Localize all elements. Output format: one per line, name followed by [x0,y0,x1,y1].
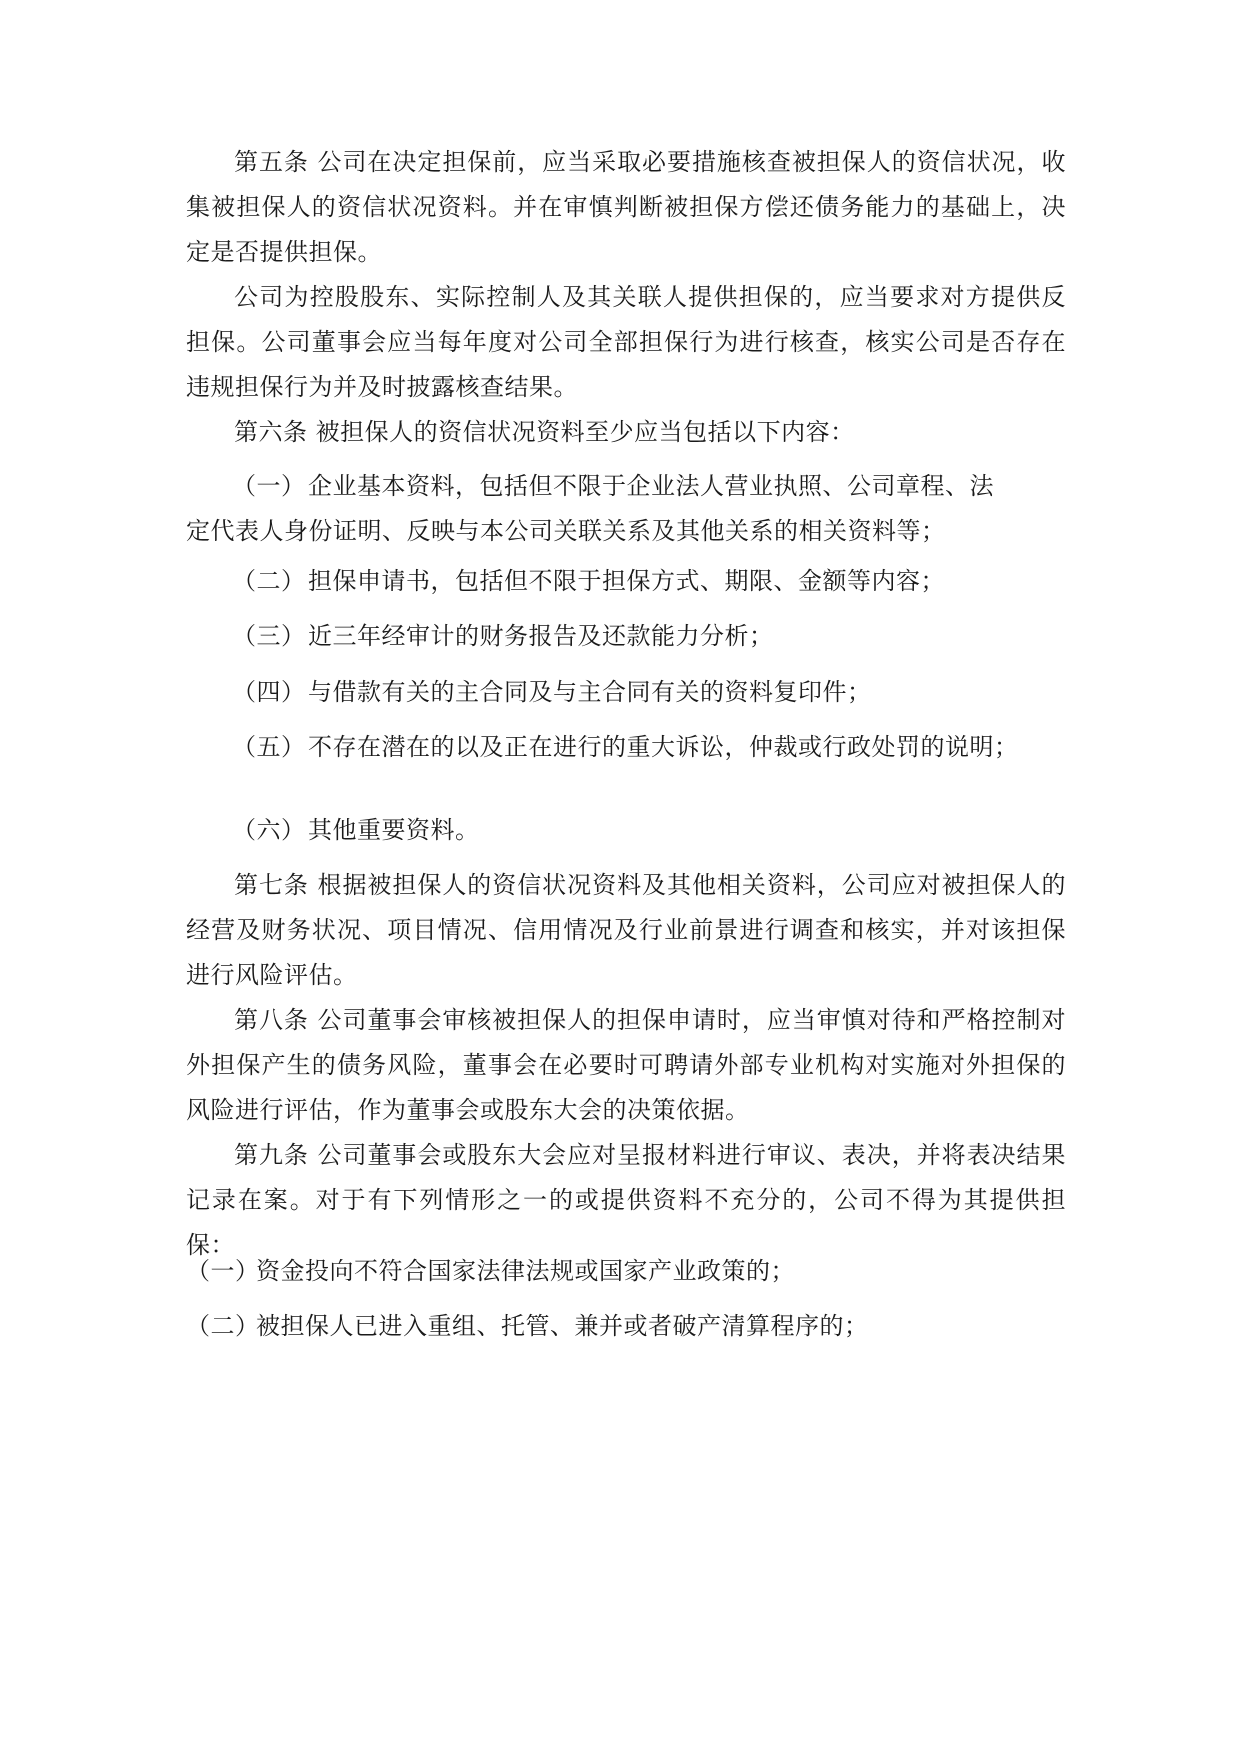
item-number: （二） [232,567,306,595]
article-9-intro: 第九条 公司董事会或股东大会应对呈报材料进行审议、表决，并将表决结果记录在案。对于有下列情形之一的或提供资料不充分的，公司不得为其提供担保： [186,1141,1066,1259]
item-number: （六） [232,816,306,844]
item-number: （二） [186,1312,260,1340]
item-text: 资金投向不符合国家法律法规或国家产业政策的； [256,1257,795,1285]
article-9-item-2 [186,1304,869,1349]
article-8-paragraph: 第八条 公司董事会审核被担保人的担保申请时，应当审慎对待和严格控制对外担保产生的债务风险，董事会在必要时可聘请外部专业机构对实施对外担保的风险进行评估，作为董事会或股东大会的决策依据。 [186,1006,1066,1124]
article-6-item-4 [232,670,872,715]
item-text-continued: 定代表人身份证明、反映与本公司关联关系及其他关系的相关资料等； [186,517,946,545]
article-5-paragraph: 第五条 公司在决定担保前，应当采取必要措施核查被担保人的资信状况，收集被担保人的资信状况资料。并在审慎判断被担保方偿还债务能力的基础上，决定是否提供担保。 [186,148,1066,266]
item-number: （五） [232,733,306,761]
item-number: （一） [186,1257,260,1285]
article-6-item-6 [232,808,480,853]
item-text: 近三年经审计的财务报告及还款能力分析； [308,622,774,650]
item-text: 不存在潜在的以及正在进行的重大诉讼，仲裁或行政处罚的说明； [308,733,1019,761]
item-text: 担保申请书，包括但不限于担保方式、期限、金额等内容； [308,567,945,595]
article-6-item-5 [232,725,1019,770]
item-text: 被担保人已进入重组、托管、兼并或者破产清算程序的； [256,1312,869,1340]
item-number: （一） [232,472,306,500]
article-6-item-3 [232,614,774,659]
item-number: （四） [232,678,306,706]
article-6-item-1 [186,464,1066,554]
item-text: 与借款有关的主合同及与主合同有关的资料复印件； [308,678,872,706]
item-number: （三） [232,622,306,650]
article-5-related-party-paragraph: 公司为控股股东、实际控制人及其关联人提供担保的，应当要求对方提供反担保。公司董事会应当每年度对公司全部担保行为进行核查，核实公司是否存在违规担保行为并及时披露核查结果。 [186,283,1066,401]
article-6-intro: 第六条 被担保人的资信状况资料至少应当包括以下内容： [234,418,855,446]
article-6-item-2 [232,559,945,604]
item-text: 企业基本资料，包括但不限于企业法人营业执照、公司章程、法 [308,472,994,500]
item-text: 其他重要资料。 [308,816,480,844]
article-7-paragraph: 第七条 根据被担保人的资信状况资料及其他相关资料，公司应对被担保人的经营及财务状况、项目情况、信用情况及行业前景进行调查和核实，并对该担保进行风险评估。 [186,871,1066,989]
article-9-item-1 [186,1249,795,1294]
